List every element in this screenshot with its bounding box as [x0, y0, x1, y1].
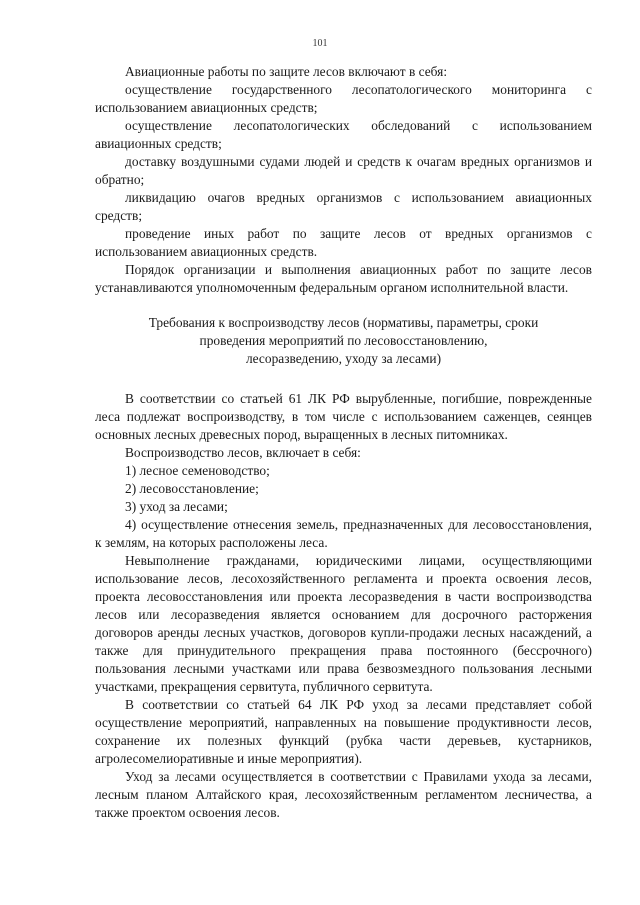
paragraph: Авиационные работы по защите лесов включают в себя:	[125, 64, 448, 79]
list-item: проведение иных работ по защите лесов от вредных организмов с использованием авиационных средств.	[95, 226, 592, 259]
list-item: осуществление государственного лесопатологического мониторинга с использованием авиационных средств;	[95, 82, 592, 115]
paragraph: В соответствии со статьей 61 ЛК РФ вырубленные, погибшие, поврежденные леса подлежат воспроизводству, в том числе с использованием саженцев, сеянцев основных лесных древесных пород, выращенных в лесных питомниках.	[95, 391, 592, 442]
list-item: ликвидацию очагов вредных организмов с использованием авиационных средств;	[95, 190, 592, 223]
list-item: 2) лесовосстановление;	[125, 481, 259, 496]
paragraph: Воспроизводство лесов, включает в себя:	[125, 445, 361, 460]
heading-line: Требования к воспроизводству лесов (нормативы, параметры, сроки	[148, 315, 539, 330]
list-item: доставку воздушными судами людей и средств к очагам вредных организмов и обратно;	[95, 154, 592, 187]
paragraph: В соответствии со статьей 64 ЛК РФ уход за лесами представляет собой осуществление мероприятий, направленных на повышение продуктивности лесов, сохранение их полезных функций (рубка части деревьев, кустарников, агролесомелиоративные и иные мероприятия).	[95, 697, 592, 766]
page-body	[95, 63, 592, 822]
list-item: 4) осуществление отнесения земель, предназначенных для лесовосстановления, к землям, на которых расположены леса.	[95, 517, 592, 550]
section-heading	[95, 314, 592, 368]
paragraph: Уход за лесами осуществляется в соответствии с Правилами ухода за лесами, лесным планом Алтайского края, лесохозяйственным регламентом лесничества, а также проектом освоения лесов.	[95, 769, 592, 820]
paragraph: Невыполнение гражданами, юридическими лицами, осуществляющими использование лесов, лесохозяйственного регламента и проекта освоения лесов, проекта лесовосстановления или проекта лесоразведения в части воспроизводства лесов или лесоразведения является основанием для досрочного расторжения договоров аренды лесных участков, договоров купли-продажи лесных насаждений, а также для принудительного прекращения права постоянного (бессрочного) пользования лесными участками или права безвозмездного пользования лесными участками, прекращения сервитута, публичного сервитута.	[95, 553, 592, 694]
list-item: осуществление лесопатологических обследований с использованием авиационных средств;	[95, 118, 592, 151]
page-number: 101	[312, 38, 328, 49]
list-item: 3) уход за лесами;	[125, 499, 228, 514]
paragraph: Порядок организации и выполнения авиационных работ по защите лесов устанавливаются уполномоченным федеральным органом исполнительной власти.	[95, 262, 592, 295]
heading-line: проведения мероприятий по лесовосстановлению,	[199, 333, 488, 348]
list-item: 1) лесное семеноводство;	[125, 463, 270, 478]
heading-line: лесоразведению, уходу за лесами)	[245, 351, 442, 366]
